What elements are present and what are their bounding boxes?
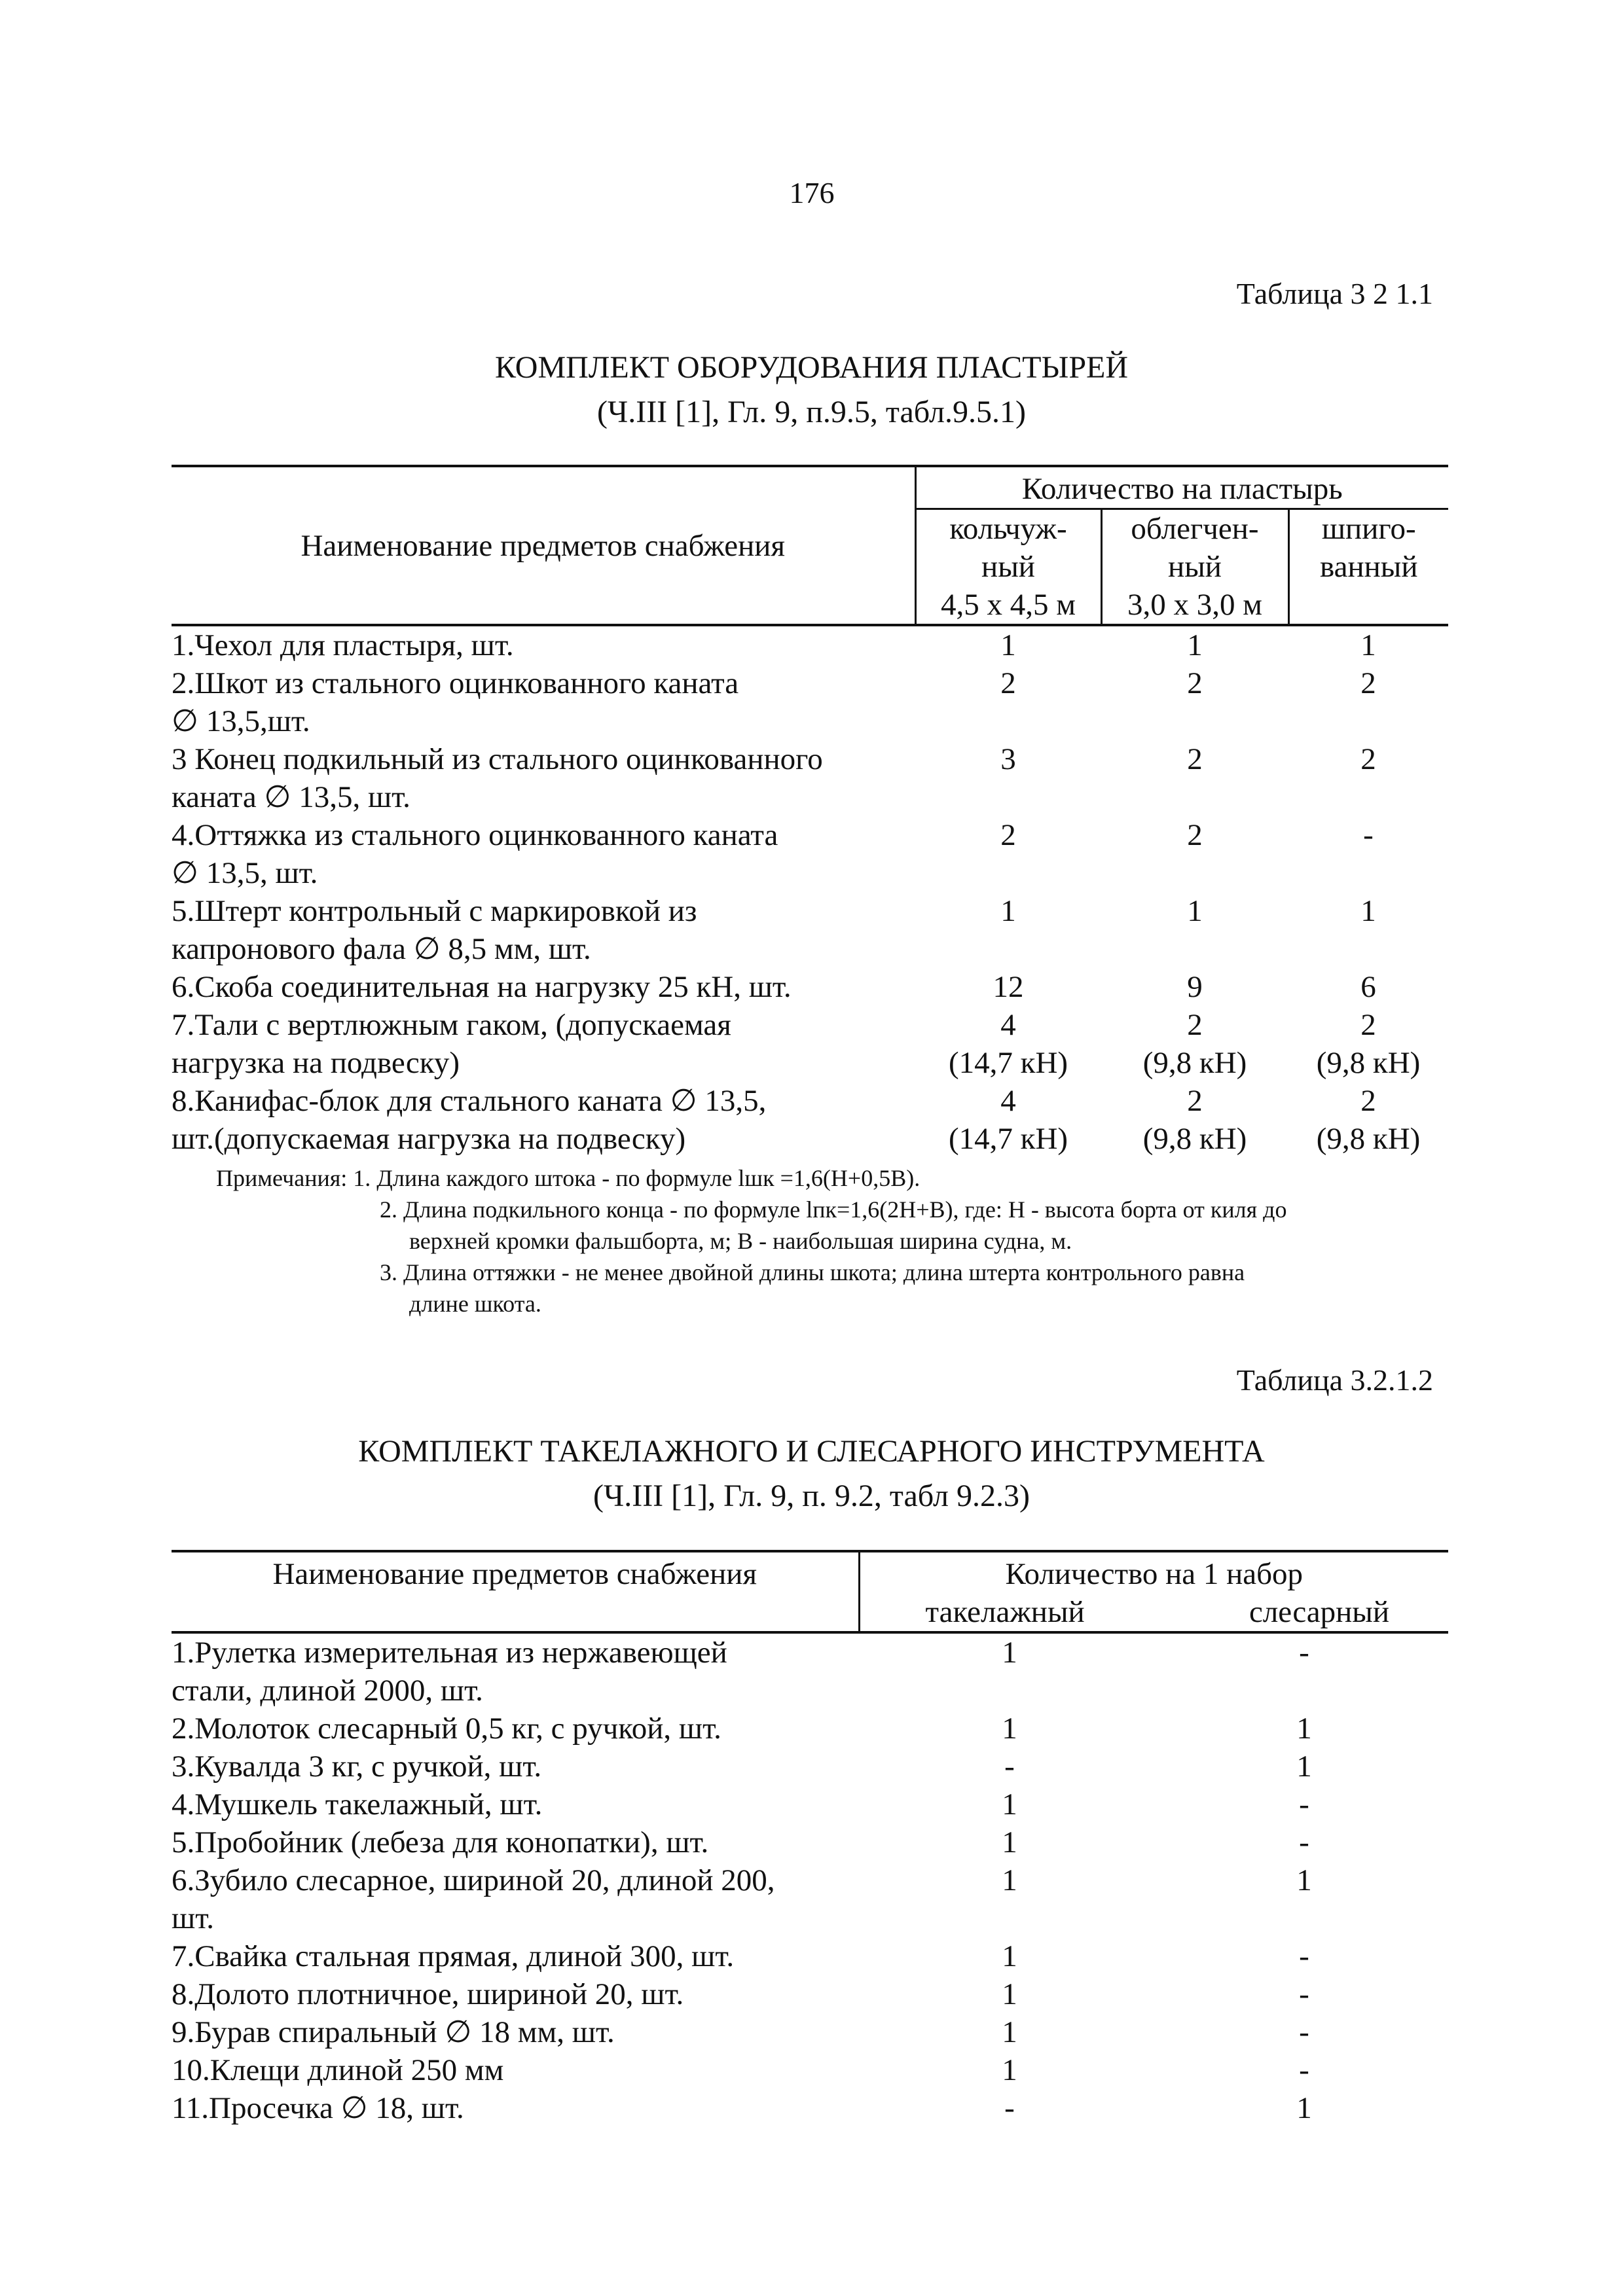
table1	[172, 465, 1448, 1158]
item-name-line: 3 Конец подкильный из стального оцинкованного	[172, 742, 823, 776]
item-value-v1: 1	[1002, 1977, 1017, 2011]
table2-header-group-label: Количество на 1 набор	[1005, 1557, 1304, 1591]
item-name	[172, 1823, 859, 1861]
item-value-v3	[1288, 625, 1448, 664]
item-name-line: ∅ 13,5,шт.	[172, 704, 310, 738]
table-row	[172, 1006, 1448, 1082]
table2-header-col1: такелажный	[925, 1595, 1085, 1629]
table1-title: КОМПЛЕКТ ОБОРУДОВАНИЯ ПЛАСТЫРЕЙ	[494, 350, 1128, 385]
item-name-line: 5.Штерт контрольный с маркировкой из	[172, 894, 697, 928]
table-row	[172, 1861, 1448, 1937]
item-value-v2: 1	[1296, 1749, 1312, 1784]
item-name	[172, 1748, 859, 1785]
item-value-line: 2	[1187, 818, 1203, 852]
item-value-line: 3	[1000, 742, 1016, 776]
table1-header-group: Количество на пластырь	[915, 466, 1448, 509]
table1-header-col1-line: 4,5 х 4,5 м	[941, 588, 1076, 622]
item-name	[172, 1632, 859, 1710]
table1-header-col2	[1101, 509, 1288, 626]
item-name	[172, 2089, 859, 2127]
note-2-cont: верхней кромки фальшборта, м; В - наибольшая ширина судна, м.	[409, 1228, 1072, 1254]
item-name-line: нагрузка на подвеску)	[172, 1046, 460, 1080]
item-value-v2: -	[1299, 2015, 1309, 2049]
note-3-cont: длине шкота.	[409, 1291, 541, 1317]
item-name	[172, 740, 915, 816]
item-value-line: (14,7 кН)	[948, 1046, 1068, 1080]
table2-header-group	[859, 1551, 1448, 1632]
item-value-v1: 1	[1002, 2053, 1017, 2087]
item-name	[172, 1861, 859, 1937]
item-value-line: (9,8 кН)	[1142, 1046, 1247, 1080]
table-row	[172, 816, 1448, 892]
item-name-line: 3.Кувалда 3 кг, с ручкой, шт.	[172, 1749, 542, 1784]
item-value-line: 1	[1000, 894, 1016, 928]
item-value-line: 1	[1187, 628, 1203, 662]
item-name	[172, 816, 915, 892]
table-row	[172, 2051, 1448, 2089]
item-name	[172, 1006, 915, 1082]
item-value-v2	[1101, 625, 1288, 664]
item-name-line: 5.Пробойник (лебеза для конопатки), шт.	[172, 1825, 709, 1859]
table1-header-col2-line: 3,0 х 3,0 м	[1127, 588, 1262, 622]
table1-ref: Таблица 3 2 1.1	[1236, 277, 1433, 310]
item-value-line: 2	[1000, 818, 1016, 852]
item-name-line: 9.Бурав спиральный ∅ 18 мм, шт.	[172, 2015, 615, 2049]
item-value-v1: 1	[1002, 1939, 1017, 1973]
item-value-v1	[915, 968, 1101, 1006]
table-row	[172, 625, 1448, 664]
item-name-line: 11.Просечка ∅ 18, шт.	[172, 2091, 464, 2125]
item-value-v1: 1	[1002, 1636, 1017, 1670]
table2-ref: Таблица 3.2.1.2	[1236, 1363, 1433, 1397]
item-value-v1	[915, 740, 1101, 816]
note-1: Примечания: 1. Длина каждого штока - по формуле lшк =1,6(Н+0,5В).	[216, 1165, 921, 1191]
item-value-line: 2	[1360, 1008, 1376, 1042]
item-value-v2	[1101, 968, 1288, 1006]
item-value-v3	[1288, 664, 1448, 740]
item-value-v2: -	[1299, 1977, 1309, 2011]
item-value-line: (9,8 кН)	[1316, 1122, 1421, 1156]
table2-title: КОМПЛЕКТ ТАКЕЛАЖНОГО И СЛЕСАРНОГО ИНСТРУМЕНТА	[358, 1434, 1265, 1469]
item-name-line: 8.Канифас-блок для стального каната ∅ 13,5,	[172, 1084, 767, 1118]
item-value-line: 2	[1187, 1008, 1203, 1042]
item-name-line: 4.Оттяжка из стального оцинкованного каната	[172, 818, 778, 852]
table1-header-col1-line: ный	[981, 550, 1035, 584]
item-value-line: 2	[1187, 742, 1203, 776]
item-value-v1: 1	[1002, 1863, 1017, 1897]
item-name-line: стали, длиной 2000, шт.	[172, 1674, 483, 1708]
item-value-v2	[1101, 816, 1288, 892]
item-name-line: 6.Скоба соединительная на нагрузку 25 кН, шт.	[172, 970, 792, 1004]
item-name-line: 2.Шкот из стального оцинкованного каната	[172, 666, 739, 700]
table1-subtitle: (Ч.III [1], Гл. 9, п.9.5, табл.9.5.1)	[597, 395, 1026, 429]
item-value-v3	[1288, 740, 1448, 816]
table-row	[172, 1082, 1448, 1158]
item-name-line: шт.(допускаемая нагрузка на подвеску)	[172, 1122, 686, 1156]
table1-header-col2-line: ный	[1168, 550, 1222, 584]
item-value-line: 12	[993, 970, 1024, 1004]
item-value-v2: 1	[1296, 1712, 1312, 1746]
item-name	[172, 1937, 859, 1975]
table-row	[172, 1785, 1448, 1823]
item-name	[172, 1082, 915, 1158]
item-value-line: 2	[1187, 1084, 1203, 1118]
item-name	[172, 2013, 859, 2051]
table1-header-col1-line: кольчуж-	[949, 512, 1067, 546]
page-number: 176	[789, 176, 835, 209]
item-value-v3	[1288, 816, 1448, 892]
item-value-line: 2	[1360, 742, 1376, 776]
item-value-line: (14,7 кН)	[948, 1122, 1068, 1156]
item-name	[172, 1785, 859, 1823]
item-value-v2: -	[1299, 1939, 1309, 1973]
item-value-v1	[915, 892, 1101, 968]
item-name-line: ∅ 13,5, шт.	[172, 856, 318, 890]
table-row	[172, 740, 1448, 816]
item-value-v1: 1	[1002, 1712, 1017, 1746]
item-name-line: 7.Тали с вертлюжным гаком, (допускаемая	[172, 1008, 731, 1042]
table1-header-name: Наименование предметов снабжения	[172, 466, 915, 625]
item-name-line: 4.Мушкель такелажный, шт.	[172, 1787, 543, 1821]
item-name-line: 6.Зубило слесарное, шириной 20, длиной 200,	[172, 1863, 775, 1897]
table-row	[172, 1975, 1448, 2013]
note-3: 3. Длина оттяжки - не менее двойной длины шкота; длина штерта контрольного равна	[380, 1259, 1245, 1285]
item-name	[172, 625, 915, 664]
item-value-v1	[915, 664, 1101, 740]
item-value-v2	[1101, 1082, 1288, 1158]
table-row	[172, 2013, 1448, 2051]
table1-header-col3-line: ванный	[1320, 550, 1418, 584]
table1-body	[172, 625, 1448, 1158]
table2-subtitle: (Ч.III [1], Гл. 9, п. 9.2, табл 9.2.3)	[593, 1479, 1030, 1513]
item-value-v2: 1	[1296, 2091, 1312, 2125]
item-name-line: капронового фала ∅ 8,5 мм, шт.	[172, 932, 591, 966]
table1-header-col1	[915, 509, 1101, 626]
table-row	[172, 664, 1448, 740]
item-value-line: 4	[1000, 1084, 1016, 1118]
item-value-v1: -	[1004, 1749, 1015, 1784]
table-row	[172, 1710, 1448, 1748]
item-value-v3	[1288, 892, 1448, 968]
table-row	[172, 1823, 1448, 1861]
item-value-line: 2	[1187, 666, 1203, 700]
item-value-v3	[1288, 1082, 1448, 1158]
item-value-v2	[1101, 1006, 1288, 1082]
item-value-line: 2	[1000, 666, 1016, 700]
table-row	[172, 1748, 1448, 1785]
table-row	[172, 892, 1448, 968]
table2-header-col2: слесарный	[1249, 1595, 1389, 1629]
item-value-v2	[1101, 892, 1288, 968]
item-value-v2: -	[1299, 1636, 1309, 1670]
item-value-line: -	[1363, 818, 1374, 852]
item-name	[172, 664, 915, 740]
table2	[172, 1550, 1448, 2127]
item-value-v1: -	[1004, 2091, 1015, 2125]
item-value-line: (9,8 кН)	[1316, 1046, 1421, 1080]
item-value-v2	[1101, 664, 1288, 740]
table-row	[172, 1937, 1448, 1975]
item-value-v2	[1101, 740, 1288, 816]
table1-header-col3-line: шпиго-	[1321, 512, 1416, 546]
item-value-v1: 1	[1002, 2015, 1017, 2049]
item-value-line: 1	[1000, 628, 1016, 662]
item-value-line: 1	[1187, 894, 1203, 928]
item-name-line: 8.Долото плотничное, шириной 20, шт.	[172, 1977, 684, 2011]
table-row	[172, 2089, 1448, 2127]
item-value-line: 1	[1360, 628, 1376, 662]
item-value-line: (9,8 кН)	[1142, 1122, 1247, 1156]
item-value-v1	[915, 1082, 1101, 1158]
item-name-line: 10.Клещи длиной 250 мм	[172, 2053, 504, 2087]
table1-notes	[216, 1162, 1460, 1319]
item-value-v3	[1288, 968, 1448, 1006]
note-2: 2. Длина подкильного конца - по формуле lпк=1,6(2Н+В), где: Н - высота борта от киля до	[380, 1196, 1287, 1223]
table-row	[172, 1632, 1448, 1710]
item-name	[172, 968, 915, 1006]
item-value-v2: -	[1299, 1825, 1309, 1859]
item-value-v1	[915, 816, 1101, 892]
item-name-line: шт.	[172, 1901, 214, 1935]
item-value-line: 2	[1360, 666, 1376, 700]
table-row	[172, 968, 1448, 1006]
item-value-v2: 1	[1296, 1863, 1312, 1897]
item-value-line: 9	[1187, 970, 1203, 1004]
item-name	[172, 892, 915, 968]
item-value-line: 4	[1000, 1008, 1016, 1042]
item-name	[172, 2051, 859, 2089]
table1-header-col3	[1288, 509, 1448, 626]
item-value-v2: -	[1299, 2053, 1309, 2087]
item-name-line: 1.Рулетка измерительная из нержавеющей	[172, 1636, 727, 1670]
item-name-line: 2.Молоток слесарный 0,5 кг, с ручкой, шт.	[172, 1712, 721, 1746]
item-value-line: 1	[1360, 894, 1376, 928]
item-name	[172, 1710, 859, 1748]
item-name	[172, 1975, 859, 2013]
item-name-line: 7.Свайка стальная прямая, длиной 300, шт.	[172, 1939, 735, 1973]
item-value-v3	[1288, 1006, 1448, 1082]
item-value-v2: -	[1299, 1787, 1309, 1821]
table2-header-name: Наименование предметов снабжения	[272, 1557, 757, 1591]
item-value-line: 6	[1360, 970, 1376, 1004]
item-value-line: 2	[1360, 1084, 1376, 1118]
item-value-v1: 1	[1002, 1825, 1017, 1859]
table1-header-col2-line: облегчен-	[1131, 512, 1259, 546]
item-name-line: каната ∅ 13,5, шт.	[172, 780, 410, 814]
table2-body	[172, 1632, 1448, 2127]
item-value-v1	[915, 625, 1101, 664]
item-name-line: 1.Чехол для пластыря, шт.	[172, 628, 514, 662]
item-value-v1: 1	[1002, 1787, 1017, 1821]
item-value-v1	[915, 1006, 1101, 1082]
